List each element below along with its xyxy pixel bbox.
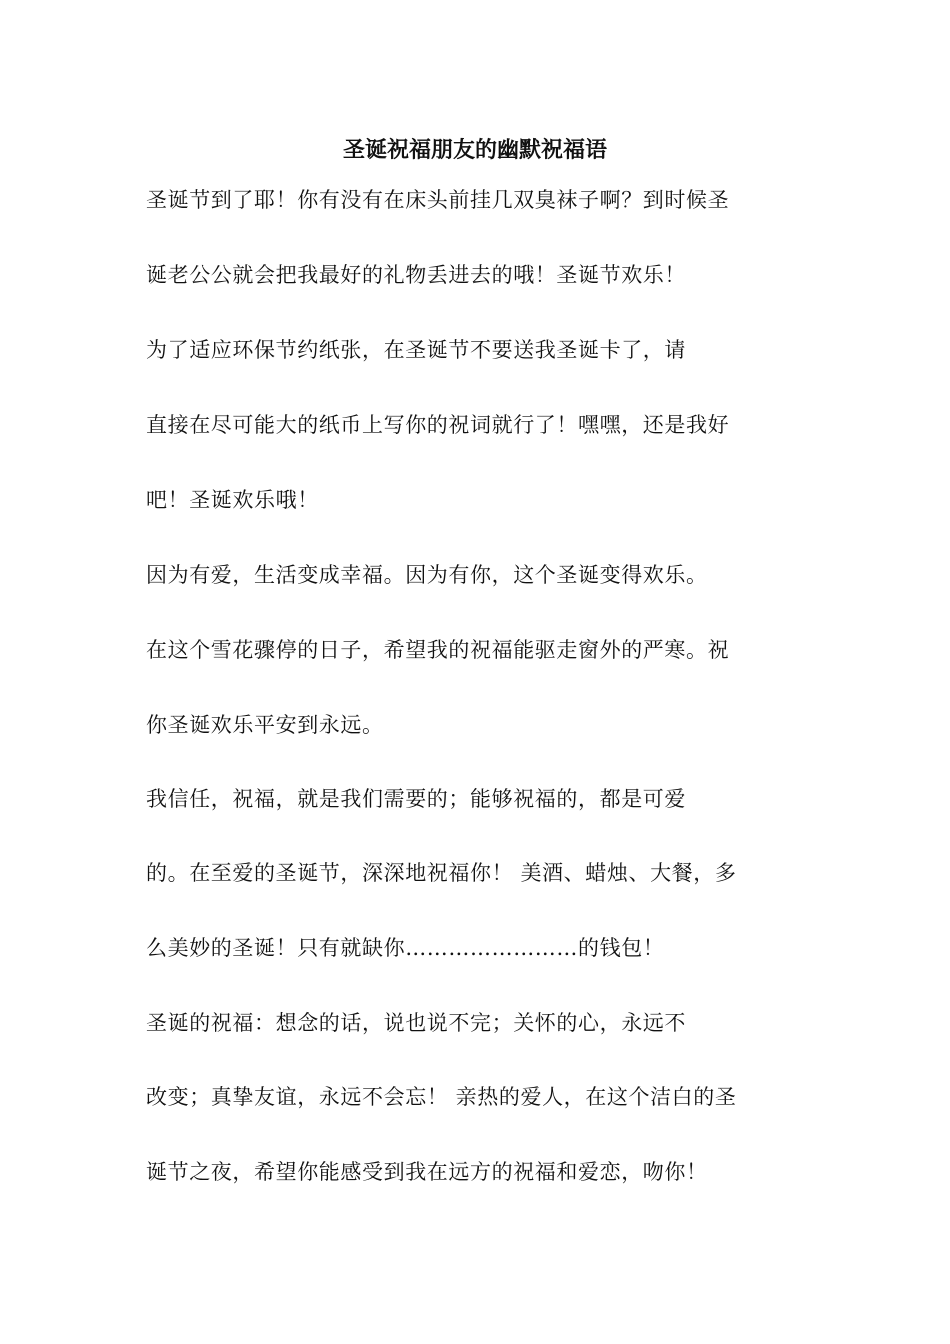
text-line: 因为有爱，生活变成幸福。因为有你，这个圣诞变得欢乐。 bbox=[146, 563, 708, 587]
text-line: 诞节之夜，希望你能感受到我在远方的祝福和爱恋，吻你！ bbox=[146, 1160, 708, 1184]
text-line: 我信任，祝福，就是我们需要的；能够祝福的，都是可爱 bbox=[146, 787, 686, 811]
text-line: 在这个雪花骤停的日子，希望我的祝福能驱走窗外的严寒。祝 bbox=[146, 638, 730, 662]
text-line: 为了适应环保节约纸张，在圣诞节不要送我圣诞卡了，请 bbox=[146, 338, 686, 362]
text-line: 圣诞的祝福：想念的话，说也说不完；关怀的心，永远不 bbox=[146, 1011, 686, 1035]
text-line: 改变；真挚友谊，永远不会忘！ 亲热的爱人，在这个洁白的圣 bbox=[146, 1085, 737, 1109]
text-line: 么美妙的圣诞！只有就缺你……………………的钱包！ bbox=[146, 936, 665, 960]
text-line: 诞老公公就会把我最好的礼物丢进去的哦！圣诞节欢乐！ bbox=[146, 263, 686, 287]
text-line: 吧！圣诞欢乐哦！ bbox=[146, 488, 319, 512]
text-line: 圣诞节到了耶！你有没有在床头前挂几双臭袜子啊？到时候圣 bbox=[146, 188, 730, 212]
text-line: 的。在至爱的圣诞节，深深地祝福你！ 美酒、蜡烛、大餐，多 bbox=[146, 861, 737, 885]
text-line: 直接在尽可能大的纸币上写你的祝词就行了！嘿嘿，还是我好 bbox=[146, 413, 730, 437]
document-title: 圣诞祝福朋友的幽默祝福语 bbox=[342, 137, 607, 163]
text-line: 你圣诞欢乐平安到永远。 bbox=[146, 713, 384, 737]
